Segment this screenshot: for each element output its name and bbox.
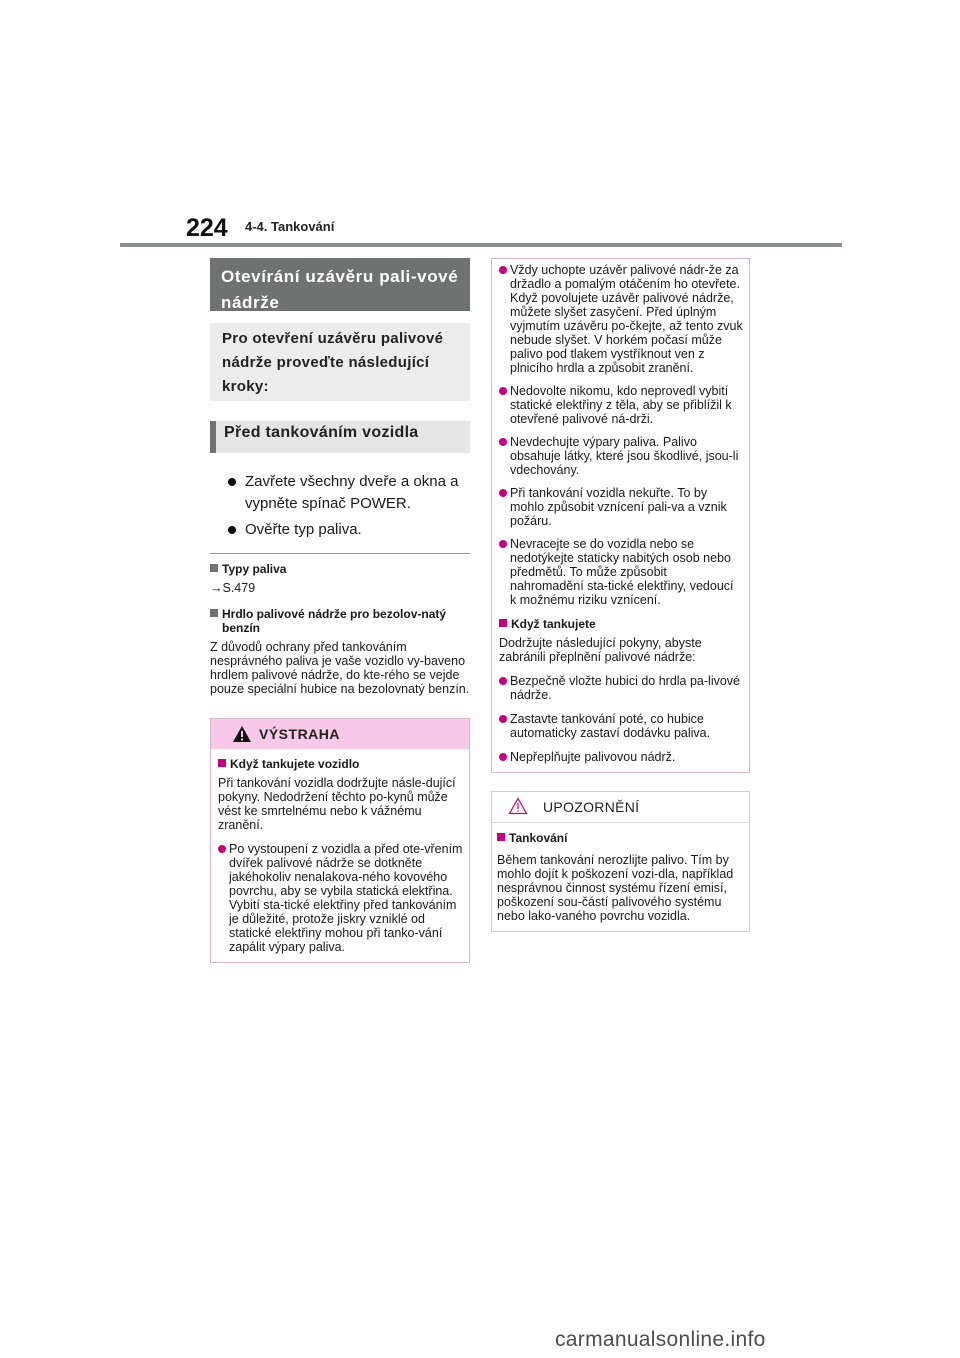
square-bullet-icon xyxy=(218,759,226,767)
warning-header xyxy=(211,719,469,749)
warning-heading: Když tankujete vozidlo xyxy=(218,757,463,771)
square-bullet-icon xyxy=(499,619,507,627)
caution-box xyxy=(491,791,750,932)
caution-header xyxy=(492,792,749,823)
bullet-icon xyxy=(499,753,507,761)
refuel-item: Bezpečně vložte hubici do hrdla pa-livové nádrže. xyxy=(499,674,743,702)
warning-item: Nevracejte se do vozidla nebo se nedotýkejte staticky nabitých osob nebo předmětů. To může způsobit nahromadění sta-tické elektřiny, vedoucí k možnému riziku vznícení. xyxy=(499,537,743,607)
bullet-icon xyxy=(499,540,507,548)
warning-item: Po vystoupení z vozidla a před ote-vřením dvířek palivové nádrže se dotkněte jakéhokoliv nenalakova-ného kovového povrchu, aby se vybila statická elektřina. Vybití sta-tické elektřiny před tankováním je důležité, protože jiskry vzniklé od statické elektřiny mohou při tanko-vání zapálit výpary paliva. xyxy=(218,842,463,954)
bullet-icon xyxy=(499,677,507,685)
refuel-item: Zastavte tankování poté, co hubice automaticky zastaví dodávku paliva. xyxy=(499,712,743,740)
left-column xyxy=(210,258,470,963)
caution-text: Během tankování nerozlijte palivo. Tím by mohlo dojít k poškození vozi-dla, například nesprávnou činnost systému řízení emisí, poškození sou-částí palivového systému nebo lako-vaného povrchu vozidla. xyxy=(497,853,734,923)
square-bullet-icon xyxy=(210,609,218,617)
bullet-icon xyxy=(218,845,226,853)
bullet-icon xyxy=(499,489,507,497)
caution-title: UPOZORNĚNÍ xyxy=(543,799,640,815)
caution-triangle-icon xyxy=(508,797,528,815)
warning-triangle-icon xyxy=(232,725,252,743)
subsection-header xyxy=(210,421,470,453)
bullet-icon xyxy=(499,266,507,274)
bullet-icon xyxy=(499,715,507,723)
warning-item: Nevdechujte výpary paliva. Palivo obsahuje látky, které jsou škodlivé, jsou-li vdechovány. xyxy=(499,435,743,477)
page-number: 224 xyxy=(186,214,228,242)
subsection-title: Před tankováním vozidla xyxy=(224,424,419,441)
step-list xyxy=(210,471,470,541)
step-item: Ověřte typ paliva. xyxy=(228,519,470,541)
square-bullet-icon xyxy=(210,564,218,572)
square-bullet-icon xyxy=(497,833,505,841)
warning-item: Nedovolte nikomu, kdo neprovedl vybití statické elektřiny z těla, aby se přiblížil k otevřené palivové ná-drži. xyxy=(499,384,743,426)
bullet-icon xyxy=(499,387,507,395)
warning-box xyxy=(210,718,470,963)
page-reference-link[interactable]: →S.479 xyxy=(210,581,256,595)
note-heading: Typy paliva xyxy=(210,562,470,576)
bullet-icon xyxy=(228,526,236,534)
section-title: Otevírání uzávěru pali-vové nádrže xyxy=(210,258,470,311)
warning-item: Při tankování vozidla nekuřte. To by mohlo způsobit vznícení pali-va a vznik požáru. xyxy=(499,486,743,528)
right-column xyxy=(491,258,750,932)
caution-heading: Tankování xyxy=(497,831,743,845)
divider xyxy=(210,553,470,554)
bullet-icon xyxy=(228,478,236,486)
warning-item: Vždy uchopte uzávěr palivové nádr-že za držadlo a pomalým otáčením ho otevřete. Když povolujete uzávěr palivové nádrže, můžete slyšet zasyčení. Před úplným vyjmutím uzávěru po-čkejte, až tento zvuk nebude slyšet. V horkém počasí může palivo pod tlakem vystříknout ven z plnicího hrdla a způsobit zranění. xyxy=(499,263,743,375)
step-item: Zavřete všechny dveře a okna a vypněte spínač POWER. xyxy=(228,471,470,515)
refuel-item: Nepřeplňujte palivovou nádrž. xyxy=(499,750,743,764)
note-heading: Hrdlo palivové nádrže pro bezolov-natý benzín xyxy=(210,607,470,635)
refuel-heading: Když tankujete xyxy=(499,617,743,631)
warning-continuation-box xyxy=(491,258,750,773)
warning-text: Při tankování vozidla dodržujte násle-dující pokyny. Nedodržení těchto po-kynů může vést ke smrtelnému nebo k vážnému zranění. xyxy=(218,776,456,832)
note-text: Z důvodů ochrany před tankováním nesprávného paliva je vaše vozidlo vy-baveno hrdlem palivové nádrže, do kte-rého se vejde pouze speciální hubice na bezolovnatý benzín. xyxy=(210,640,470,696)
warning-title: VÝSTRAHA xyxy=(259,726,341,742)
bullet-icon xyxy=(499,438,507,446)
watermark: carmanualsonline.info xyxy=(555,1328,766,1351)
refuel-text: Dodržujte následující pokyny, abyste zabránili přeplnění palivové nádrže: xyxy=(499,636,702,664)
chapter-title: 4-4. Tankování xyxy=(245,219,335,234)
header-divider xyxy=(120,243,842,247)
intro-box: Pro otevření uzávěru palivové nádrže proveďte následující kroky: xyxy=(210,323,470,401)
